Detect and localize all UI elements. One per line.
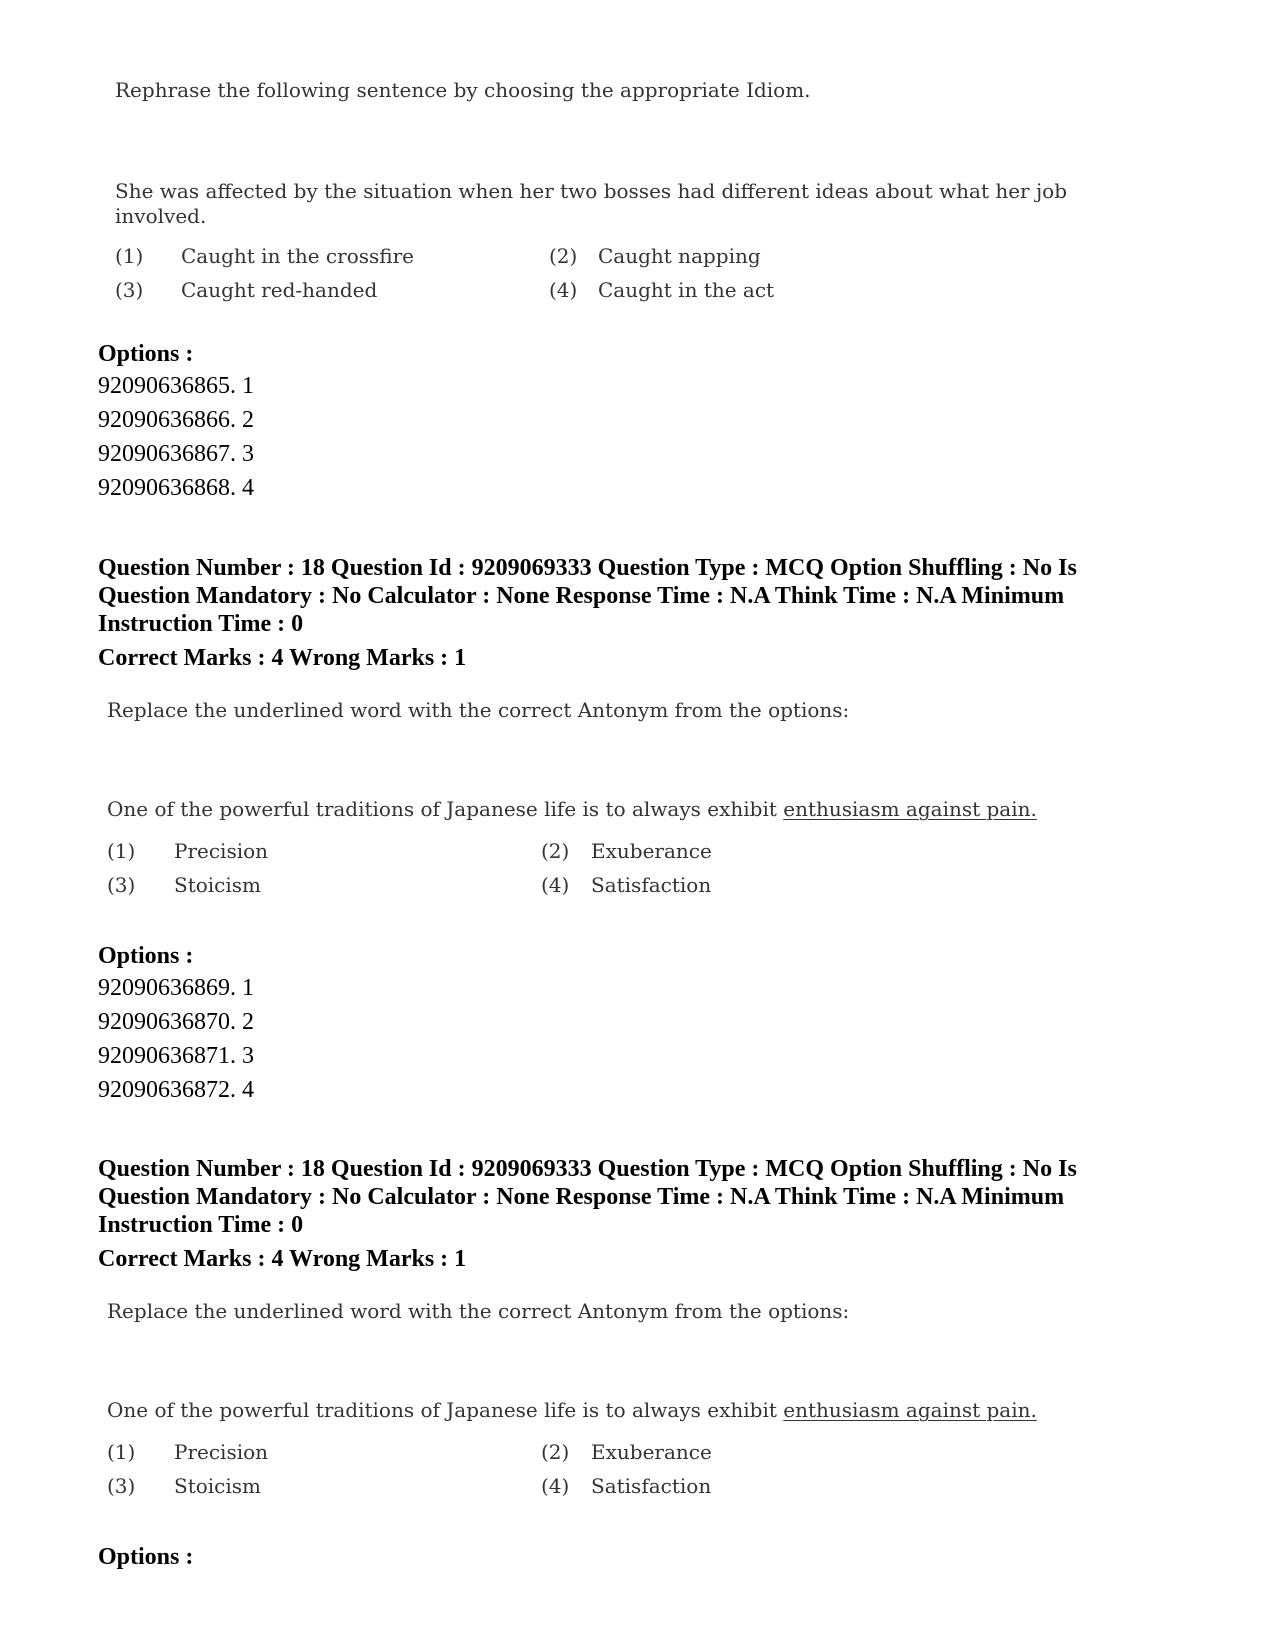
q18a-option-1: 92090636869. 1: [98, 975, 254, 1001]
q18b-marks: Correct Marks : 4 Wrong Marks : 1: [98, 1246, 467, 1272]
q18b-choice-4-num: (4): [541, 1474, 570, 1498]
q17-option-1: 92090636865. 1: [98, 373, 254, 399]
q17-choice-4-text: Caught in the act: [598, 278, 775, 302]
q18a-choice-1-text: Precision: [174, 839, 269, 863]
q18b-choice-1-num: (1): [107, 1440, 136, 1464]
q18a-sentence: [107, 797, 1037, 821]
q17-choice-2-num: (2): [549, 244, 578, 268]
q18a-choice-2-num: (2): [541, 839, 570, 863]
q18a-option-3: 92090636871. 3: [98, 1043, 254, 1069]
q18b-choice-2-num: (2): [541, 1440, 570, 1464]
q17-choice-2-text: Caught napping: [598, 244, 761, 268]
q18a-options-label: Options :: [98, 943, 194, 969]
q18b-sentence-underlined: enthusiasm against pain.: [783, 1398, 1037, 1422]
q18b-header-line1: Question Number : 18 Question Id : 9209069333 Question Type : MCQ Option Shuffling : No Is: [98, 1156, 1077, 1182]
q18b-header-line3: Instruction Time : 0: [98, 1212, 304, 1238]
q18a-instruction: Replace the underlined word with the correct Antonym from the options:: [107, 698, 850, 722]
q18a-choice-4-text: Satisfaction: [591, 873, 712, 897]
q18a-choice-3-num: (3): [107, 873, 136, 897]
q17-choice-1-num: (1): [115, 244, 144, 268]
q18a-header-line1: Question Number : 18 Question Id : 9209069333 Question Type : MCQ Option Shuffling : No Is: [98, 555, 1077, 581]
q18b-choice-3-text: Stoicism: [174, 1474, 262, 1498]
q17-choice-3-num: (3): [115, 278, 144, 302]
q18b-instruction: Replace the underlined word with the correct Antonym from the options:: [107, 1299, 850, 1323]
q18b-sentence: [107, 1398, 1037, 1422]
q17-options-label: Options :: [98, 341, 194, 367]
q17-choice-3-text: Caught red-handed: [181, 278, 378, 302]
q18b-choice-1-text: Precision: [174, 1440, 269, 1464]
q18b-sentence-text: One of the powerful traditions of Japanese life is to always exhibit: [107, 1398, 784, 1422]
q18b-choice-2-text: Exuberance: [591, 1440, 712, 1464]
q17-choice-1-text: Caught in the crossfire: [181, 244, 414, 268]
q17-choice-4-num: (4): [549, 278, 578, 302]
q17-option-3: 92090636867. 3: [98, 441, 254, 467]
q18b-header-line2: Question Mandatory : No Calculator : None Response Time : N.A Think Time : N.A Minimum: [98, 1184, 1065, 1210]
q18b-choice-3-num: (3): [107, 1474, 136, 1498]
q18a-option-2: 92090636870. 2: [98, 1009, 254, 1035]
q18a-choice-4-num: (4): [541, 873, 570, 897]
q17-option-2: 92090636866. 2: [98, 407, 254, 433]
q17-instruction: Rephrase the following sentence by choosing the appropriate Idiom.: [115, 78, 811, 102]
q18a-choice-3-text: Stoicism: [174, 873, 262, 897]
q18a-marks: Correct Marks : 4 Wrong Marks : 1: [98, 645, 467, 671]
q18b-choice-4-text: Satisfaction: [591, 1474, 712, 1498]
q17-sentence-line1: She was affected by the situation when her two bosses had different ideas about what her job: [115, 179, 1068, 203]
q17-option-4: 92090636868. 4: [98, 475, 254, 501]
q18a-option-4: 92090636872. 4: [98, 1077, 254, 1103]
q18a-header-line3: Instruction Time : 0: [98, 611, 304, 637]
q18a-sentence-underlined: enthusiasm against pain.: [783, 797, 1037, 821]
q18a-choice-2-text: Exuberance: [591, 839, 712, 863]
q18a-header-line2: Question Mandatory : No Calculator : None Response Time : N.A Think Time : N.A Minimum: [98, 583, 1065, 609]
q17-sentence-line2: involved.: [115, 204, 207, 228]
q18a-choice-1-num: (1): [107, 839, 136, 863]
q18b-options-label: Options :: [98, 1544, 194, 1570]
q18a-sentence-text: One of the powerful traditions of Japanese life is to always exhibit: [107, 797, 784, 821]
